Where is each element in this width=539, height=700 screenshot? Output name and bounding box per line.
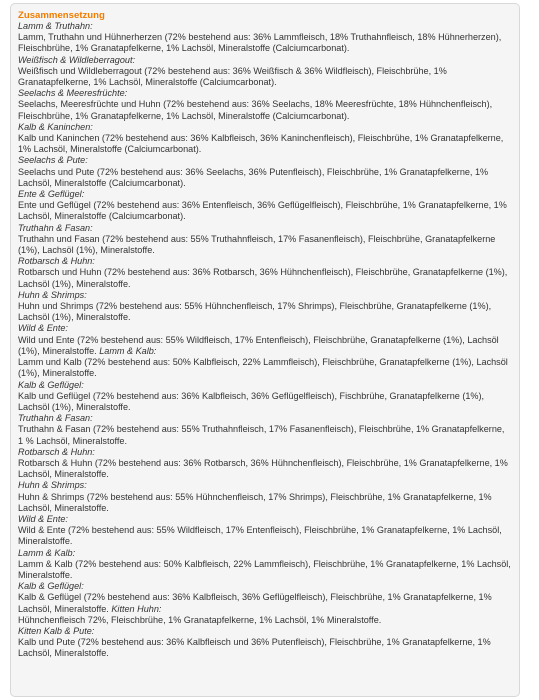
entry-title: Rotbarsch & Huhn:: [18, 256, 95, 267]
entry-ingredients: [18, 592, 512, 614]
section-heading: Zusammensetzung: [18, 10, 105, 21]
entry-title: Ente & Geflügel:: [18, 189, 85, 200]
entry-ingredients: [18, 133, 512, 155]
entry-title: Seelachs & Meeresfrüchte:: [18, 88, 128, 99]
entry-title: Huhn & Shrimps:: [18, 480, 87, 491]
entry-title: Rotbarsch & Huhn:: [18, 446, 95, 457]
entry-title: Wild & Ente:: [18, 513, 68, 524]
entry-ingredients: [18, 335, 512, 357]
entry-ingredients: [18, 424, 512, 446]
entry-title: Truthahn & Fasan:: [18, 413, 93, 424]
entry-title: Kalb & Kaninchen:: [18, 121, 93, 132]
entry-title: Lamm & Kalb:: [18, 547, 76, 558]
entry-ingredients-text: Ente und Geflügel (72% bestehend aus: 36% Entenfleisch, 36% Geflügelfleisch), Fleischbrühe, 1% Granatapfelkerne, 1% Lachsöl, Mineralstoffe (Calciumcarbonat).: [18, 200, 507, 222]
entry-ingredients: [18, 167, 512, 189]
entry-title: Lamm & Kalb:: [99, 345, 157, 356]
entry-title: Huhn & Shrimps:: [18, 289, 87, 300]
entry-title: Kalb & Geflügel:: [18, 581, 84, 592]
entry-ingredients-text: Truthahn & Fasan (72% bestehend aus: 55% Truthahnfleisch, 17% Fasanenfleisch), Fleischbrühe, 1% Granatapfelkerne, 1 % Lachsöl, Mineralstoffe.: [18, 424, 505, 446]
entry-ingredients-text: Hühnchenfleisch 72%, Fleischbrühe, 1% Granatapfelkerne, 1% Lachsöl, 1% Mineralstoffe.: [18, 614, 382, 625]
entry-ingredients-text: Seelachs, Meeresfrüchte und Huhn (72% bestehend aus: 36% Seelachs, 18% Meeresfrüchte, 18% Hühnchenfleisch), Fleischbrühe, 1% Granatapfelkerne, 1% Lachsöl, Mineralstoffe (Calciumcarbonat).: [18, 99, 493, 121]
entry-ingredients: [18, 234, 512, 256]
composition-list: [18, 21, 512, 660]
entry-ingredients-text: Weißfisch und Wildleberragout (72% bestehend aus: 36% Weißfisch & 36% Wildfleisch), Fleischbrühe, 1% Granatapfelkerne, 1% Lachsöl, Mineralstoffe (Calciumcarbonat).: [18, 65, 447, 88]
entry-ingredients-text: Seelachs und Pute (72% bestehend aus: 36% Seelachs, 36% Putenfleisch), Fleischbrühe, 1% Granatapfelkerne, 1% Lachsöl, Mineralstoffe (Calciumcarbonat).: [18, 166, 489, 188]
entry-title: Kitten Huhn:: [111, 603, 162, 614]
entry-ingredients-text: Kalb & Geflügel (72% bestehend aus: 36% Kalbfleisch, 36% Geflügelfleisch), Fleischbrühe, 1% Granatapfelkerne, 1% Lachsöl, Mineralstoffe.: [18, 592, 492, 614]
entry-ingredients: [18, 66, 512, 88]
entry-ingredients: [18, 32, 512, 54]
entry-ingredients: [18, 615, 512, 626]
entry-ingredients-text: Rotbarsch und Huhn (72% bestehend aus: 36% Rotbarsch, 36% Hühnchenfleisch), Fleischbrühe, Granatapfelkerne (1%), Lachsöl (1%), Mineralstoffe.: [18, 267, 508, 289]
entry-title: Seelachs & Pute:: [18, 155, 88, 166]
entry-title: Lamm & Truthahn:: [18, 21, 93, 31]
entry-ingredients-text: Lamm & Kalb (72% bestehend aus: 50% Kalbfleisch, 22% Lammfleisch), Fleischbrühe, 1% Granatapfelkerne, 1% Lachsöl, Mineralstoffe.: [18, 558, 511, 580]
entry-ingredients-text: Kalb und Kaninchen (72% bestehend aus: 36% Kalbfleisch, 36% Kaninchenfleisch), Fleischbrühe, 1% Granatapfelkerne, 1% Lachsöl, Mineralstoffe (Calciumcarbonat).: [18, 133, 504, 155]
entry-ingredients: [18, 559, 512, 581]
entry-ingredients-text: Kalb und Geflügel (72% bestehend aus: 36% Kalbfleisch, 36% Geflügelfleisch), Fischbrühe, Granatapfelkerne (1%), Lachsöl (1%), Mineralstoffe.: [18, 390, 485, 412]
entry-ingredients: [18, 637, 512, 659]
entry-ingredients: [18, 357, 512, 379]
entry-ingredients-text: Wild und Ente (72% bestehend aus: 55% Wildfleisch, 17% Entenfleisch), Fleischbrühe, Granatapfelkerne (1%), Lachsöl (1%), Mineralstoffe.: [18, 334, 499, 356]
entry-ingredients: [18, 99, 512, 121]
entry-ingredients: [18, 391, 512, 413]
entry-ingredients: [18, 525, 512, 547]
entry-ingredients: [18, 301, 512, 323]
entry-title: Truthahn & Fasan:: [18, 222, 93, 233]
entry-ingredients-text: Lamm, Truthahn und Hühnerherzen (72% bestehend aus: 36% Lammfleisch, 18% Truthahnfleisch, 18% Hühnerherzen), Fleischbrühe, 1% Granatapfelkerne, 1% Lachsöl, Mineralstoffe (Calciumcarbonat).: [18, 32, 502, 54]
entry-ingredients: [18, 200, 512, 222]
entry-ingredients-text: Truthahn und Fasan (72% bestehend aus: 55% Truthahnfleisch, 17% Fasanenfleisch), Fleischbrühe, Granatapfelkerne (1%), Lachsöl (1%), Mineralstoffe.: [18, 233, 496, 256]
entry-title: Kalb & Geflügel:: [18, 379, 84, 390]
entry-ingredients-text: Kalb und Pute (72% bestehend aus: 36% Kalbfleisch und 36% Putenfleisch), Fleischbrühe, 1% Granatapfelkerne, 1% Lachsöl, Mineralstoffe.: [18, 637, 491, 659]
entry-ingredients-text: Rotbarsch & Huhn (72% bestehend aus: 36% Rotbarsch, 36% Hühnchenfleisch), Fleischbrühe, 1% Granatapfelkerne, 1% Lachsöl, Mineralstoffe.: [18, 457, 508, 480]
entry-title: Weißfisch & Wildleberragout:: [18, 54, 136, 65]
composition-panel: [10, 3, 520, 697]
entry-ingredients-text: Huhn und Shrimps (72% bestehend aus: 55% Hühnchenfleisch, 17% Shrimps), Fleischbrühe, Granatapfelkerne (1%), Lachsöl (1%), Mineralstoffe.: [18, 301, 492, 323]
entry-ingredients-text: Wild & Ente (72% bestehend aus: 55% Wildfleisch, 17% Entenfleisch), Fleischbrühe, 1% Granatapfelkerne, 1% Lachsöl, Mineralstoffe.: [18, 525, 502, 547]
entry-ingredients: [18, 458, 512, 480]
entry-ingredients-text: Lamm und Kalb (72% bestehend aus: 50% Kalbfleisch, 22% Lammfleisch), Fleischbrühe, Granatapfelkerne (1%), Lachsöl (1%), Mineralstoffe.: [18, 357, 508, 379]
entry-title: Kitten Kalb & Pute:: [18, 625, 95, 636]
entry-ingredients: [18, 492, 512, 514]
entry-ingredients: [18, 267, 512, 289]
entry-ingredients-text: Huhn & Shrimps (72% bestehend aus: 55% Hühnchenfleisch, 17% Shrimps), Fleischbrühe, 1% Granatapfelkerne, 1% Lachsöl, Mineralstoffe.: [18, 491, 492, 513]
entry-title: Wild & Ente:: [18, 323, 68, 334]
